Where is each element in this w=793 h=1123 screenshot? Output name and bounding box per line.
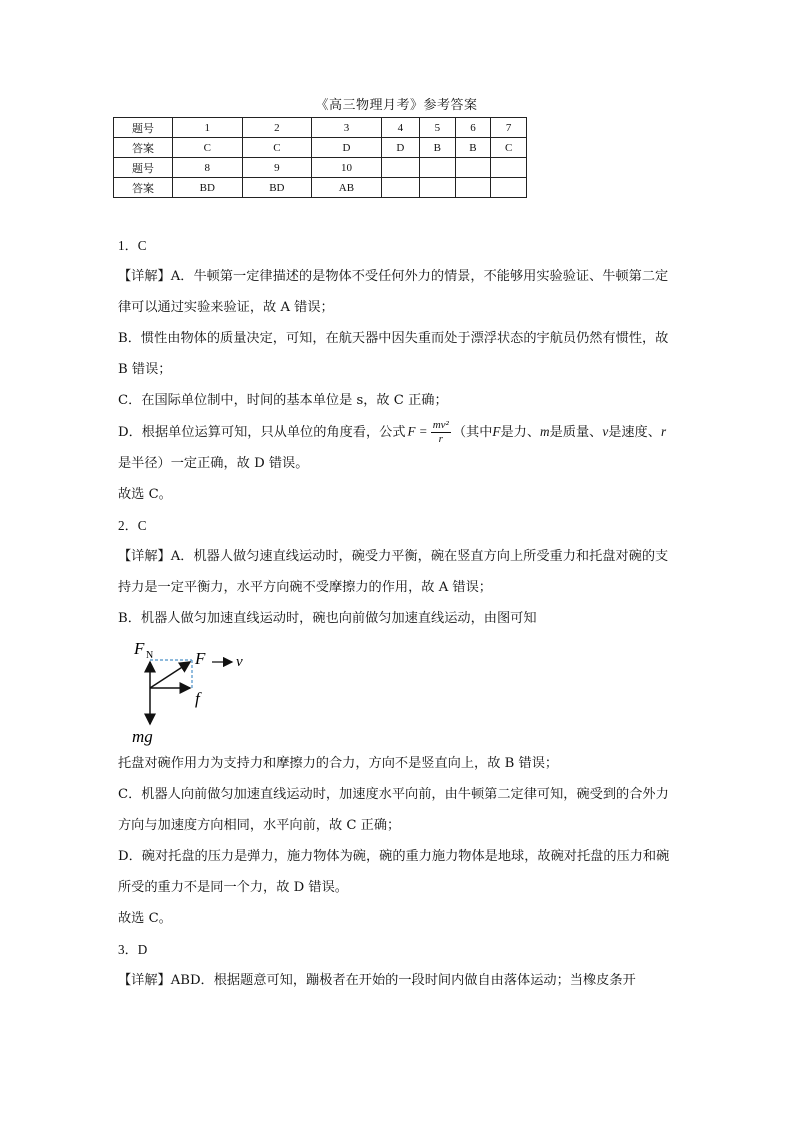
- question-2-detail-d: C．机器人向前做匀加速直线运动时，加速度水平向前，由牛顿第二定律可知，碗受到的合外力方向与加速度方向相同，水平向前，故 C 正确；: [118, 787, 669, 833]
- normal-force-label: F: [134, 639, 145, 658]
- question-2-detail-b: B．机器人做匀加速直线运动时，碗也向前做匀加速直线运动，由图可知: [118, 611, 537, 626]
- table-cell: [419, 178, 455, 198]
- table-row-header: 题号: [114, 158, 173, 178]
- table-cell: [419, 158, 455, 178]
- table-cell: [455, 158, 491, 178]
- table-cell: [381, 178, 419, 198]
- table-cell: B: [455, 138, 491, 158]
- question-3-number: 3．D: [118, 942, 148, 957]
- resultant-force-label: F: [195, 649, 206, 668]
- table-cell: BD: [173, 178, 243, 198]
- question-2-conclusion: 故选 C。: [118, 911, 172, 926]
- question-1-number: 1．C: [118, 238, 147, 253]
- table-cell: 10: [312, 158, 382, 178]
- question-1-detail-c: C．在国际单位制中，时间的基本单位是 s，故 C 正确；: [118, 393, 448, 408]
- table-cell: C: [173, 138, 243, 158]
- table-row: [114, 118, 527, 138]
- force-diagram: [122, 636, 262, 746]
- table-row-header: 题号: [114, 118, 173, 138]
- table-cell: BD: [242, 178, 312, 198]
- question-1-conclusion: 故选 C。: [118, 487, 172, 502]
- table-cell: 6: [455, 118, 491, 138]
- resultant-force-arrow: [150, 662, 190, 688]
- gravity-label: mg: [132, 727, 153, 746]
- table-row: [114, 178, 527, 198]
- question-2-detail-c: 托盘对碗作用力为支持力和摩擦力的合力，方向不是竖直向上，故 B 错误；: [118, 756, 559, 771]
- table-row: [114, 138, 527, 158]
- table-cell: 2: [242, 118, 312, 138]
- table-cell: 4: [381, 118, 419, 138]
- table-cell: 8: [173, 158, 243, 178]
- question-1-detail-d: D．根据单位运算可知，只从单位的角度看，公式 F = $\frac{\text{mv²}}{r}$ （其中F是力、m是质量、v是速度、r是半径）一定正确，故 D 错误。: [118, 419, 667, 471]
- velocity-label: v: [236, 654, 243, 670]
- table-cell: 3: [312, 118, 382, 138]
- table-cell: D: [312, 138, 382, 158]
- question-1-detail-b: B．惯性由物体的质量决定，可知，在航天器中因失重而处于漂浮状态的宇航员仍然有惯性，故 B 错误；: [118, 331, 669, 377]
- table-cell: 7: [491, 118, 527, 138]
- question-1-detail-a: 【详解】A．牛顿第一定律描述的是物体不受任何外力的情景，不能够用实验验证、牛顿第二定律可以通过实验来验证，故 A 错误；: [118, 269, 669, 315]
- table-cell: [381, 158, 419, 178]
- answer-table: [113, 117, 527, 198]
- table-row: [114, 158, 527, 178]
- question-2-detail-e: D．碗对托盘的压力是弹力，施力物体为碗，碗的重力施力物体是地球，故碗对托盘的压力和碗所受的重力不是同一个力，故 D 错误。: [118, 849, 670, 895]
- table-cell: [491, 178, 527, 198]
- table-cell: 5: [419, 118, 455, 138]
- table-row-header: 答案: [114, 138, 173, 158]
- table-cell: D: [381, 138, 419, 158]
- friction-label: f: [195, 689, 200, 708]
- table-cell: [455, 178, 491, 198]
- document-title: 《高三物理月考》参考答案: [315, 98, 478, 113]
- table-cell: 1: [173, 118, 243, 138]
- table-cell: [491, 158, 527, 178]
- table-cell: 9: [242, 158, 312, 178]
- question-2-number: 2．C: [118, 518, 147, 533]
- normal-force-subscript: N: [146, 650, 154, 661]
- formula: F = $\frac{\text{mv²}}{r}$: [407, 419, 449, 445]
- question-3-detail-a: 【详解】ABD．根据题意可知，蹦极者在开始的一段时间内做自由落体运动；当橡皮条开: [118, 973, 636, 988]
- table-cell: C: [242, 138, 312, 158]
- answer-content: [118, 230, 678, 996]
- question-2-detail-a: 【详解】A．机器人做匀速直线运动时，碗受力平衡，碗在竖直方向上所受重力和托盘对碗的支持力是一定平衡力，水平方向碗不受摩擦力的作用，故 A 错误；: [118, 549, 669, 595]
- table-row-header: 答案: [114, 178, 173, 198]
- table-cell: B: [419, 138, 455, 158]
- table-cell: AB: [312, 178, 382, 198]
- table-cell: C: [491, 138, 527, 158]
